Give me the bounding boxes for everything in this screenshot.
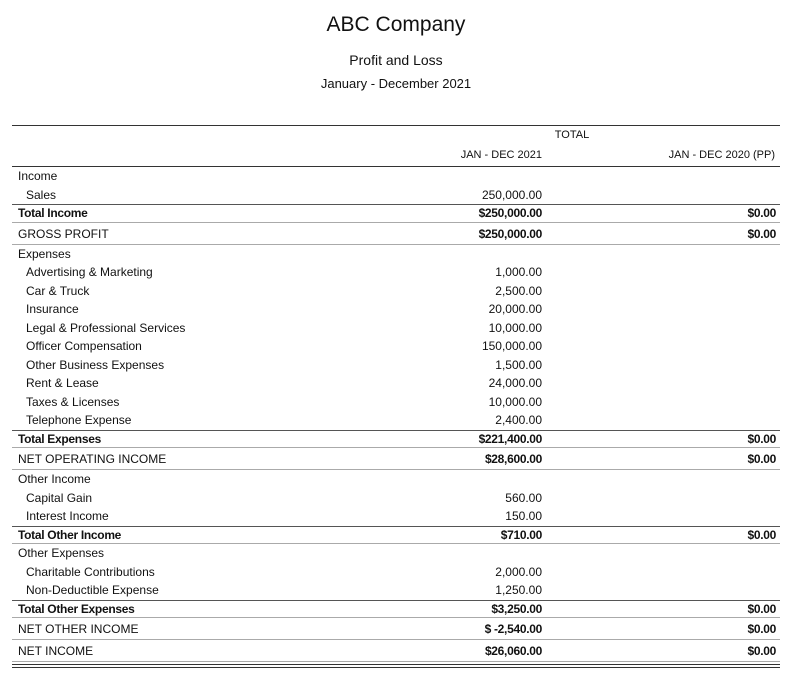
table-row [12, 507, 780, 526]
row-value-current: $ -2,540.00 [484, 622, 542, 636]
row-label: Capital Gain [26, 490, 93, 505]
row-value-current: 250,000.00 [481, 187, 542, 202]
row-label: NET OPERATING INCOME [18, 452, 167, 466]
row-value-current: 150,000.00 [481, 339, 542, 353]
row-label: Other Business Expenses [26, 357, 165, 372]
row-value-current: $710.00 [500, 527, 542, 542]
row-value-current: $250,000.00 [478, 226, 542, 241]
section-header-row [12, 470, 780, 489]
row-value-current: $28,600.00 [484, 452, 542, 466]
row-label: Total Other Expenses [18, 601, 135, 616]
row-label: Expenses [18, 246, 71, 261]
total-row [12, 204, 780, 223]
row-value-prior: $0.00 [747, 527, 776, 542]
row-label: Taxes & Licenses [26, 394, 120, 409]
table-row [12, 319, 780, 338]
row-value-prior: $0.00 [747, 206, 776, 220]
row-value-prior: $0.00 [747, 431, 776, 446]
summary-row [12, 223, 780, 245]
table-row [12, 263, 780, 282]
row-label: Interest Income [26, 509, 109, 523]
report-period: January - December 2021 [320, 76, 472, 91]
row-value-current: 560.00 [505, 490, 542, 505]
table-row [12, 563, 780, 582]
total-row [12, 526, 780, 545]
table-row [12, 282, 780, 301]
table-row [12, 186, 780, 205]
row-label: NET INCOME [18, 644, 94, 658]
row-value-current: 2,400.00 [495, 413, 542, 427]
row-value-prior: $0.00 [747, 452, 776, 466]
total-row [12, 430, 780, 449]
row-label: Officer Compensation [26, 339, 142, 353]
row-value-current: 2,000.00 [495, 564, 542, 579]
table-row [12, 300, 780, 319]
company-name: ABC Company [326, 13, 466, 36]
bottom-rule [12, 664, 780, 665]
row-value-current: 10,000.00 [488, 394, 542, 409]
report-title: Profit and Loss [349, 52, 443, 68]
bottom-rule-double [12, 667, 780, 668]
row-label: Legal & Professional Services [26, 320, 186, 335]
row-label: Charitable Contributions [26, 564, 155, 579]
row-value-current: 24,000.00 [488, 376, 542, 390]
row-value-prior: $0.00 [747, 644, 776, 658]
row-value-current: 2,500.00 [495, 283, 542, 298]
table-row [12, 489, 780, 508]
row-value-prior: $0.00 [747, 226, 776, 241]
row-label: Car & Truck [26, 283, 90, 298]
row-value-current: $26,060.00 [484, 644, 542, 658]
row-label: Other Expenses [18, 546, 105, 560]
row-value-current: $3,250.00 [491, 601, 542, 616]
row-value-current: 1,500.00 [495, 357, 542, 372]
row-label: Insurance [26, 302, 79, 316]
row-value-current: 20,000.00 [488, 302, 542, 316]
row-label: Non-Deductible Expense [26, 583, 159, 597]
table-row [12, 337, 780, 356]
section-header-row [12, 245, 780, 264]
row-label: GROSS PROFIT [18, 226, 109, 241]
summary-row [12, 640, 780, 662]
table-row [12, 581, 780, 600]
row-value-prior: $0.00 [747, 601, 776, 616]
table-row [12, 356, 780, 375]
column-header-current: JAN - DEC 2021 [460, 149, 542, 161]
report-rows [12, 167, 780, 662]
summary-row [12, 448, 780, 470]
row-value-current: 10,000.00 [488, 320, 542, 335]
total-row [12, 600, 780, 619]
table-row [12, 393, 780, 412]
row-label: Income [18, 169, 58, 183]
row-value-current: 1,000.00 [495, 265, 542, 279]
summary-row [12, 618, 780, 640]
column-group-label: TOTAL [554, 129, 590, 141]
row-value-current: $221,400.00 [478, 431, 542, 446]
row-label: Advertising & Marketing [26, 265, 153, 279]
row-value-current: 1,250.00 [495, 583, 542, 597]
row-label: Total Expenses [18, 431, 101, 446]
row-label: Rent & Lease [26, 376, 99, 390]
row-label: Total Income [18, 206, 88, 220]
table-row [12, 374, 780, 393]
section-header-row [12, 167, 780, 186]
row-label: Total Other Income [18, 527, 122, 542]
row-label: Telephone Expense [26, 413, 132, 427]
row-label: Sales [26, 187, 57, 202]
row-label: Other Income [18, 472, 91, 486]
row-value-prior: $0.00 [747, 622, 776, 636]
row-label: NET OTHER INCOME [18, 622, 139, 636]
column-header-prior: JAN - DEC 2020 (PP) [668, 149, 775, 161]
row-value-current: 150.00 [505, 509, 542, 523]
row-value-current: $250,000.00 [478, 206, 542, 220]
table-row [12, 411, 780, 430]
section-header-row [12, 544, 780, 563]
top-rule [12, 125, 780, 126]
